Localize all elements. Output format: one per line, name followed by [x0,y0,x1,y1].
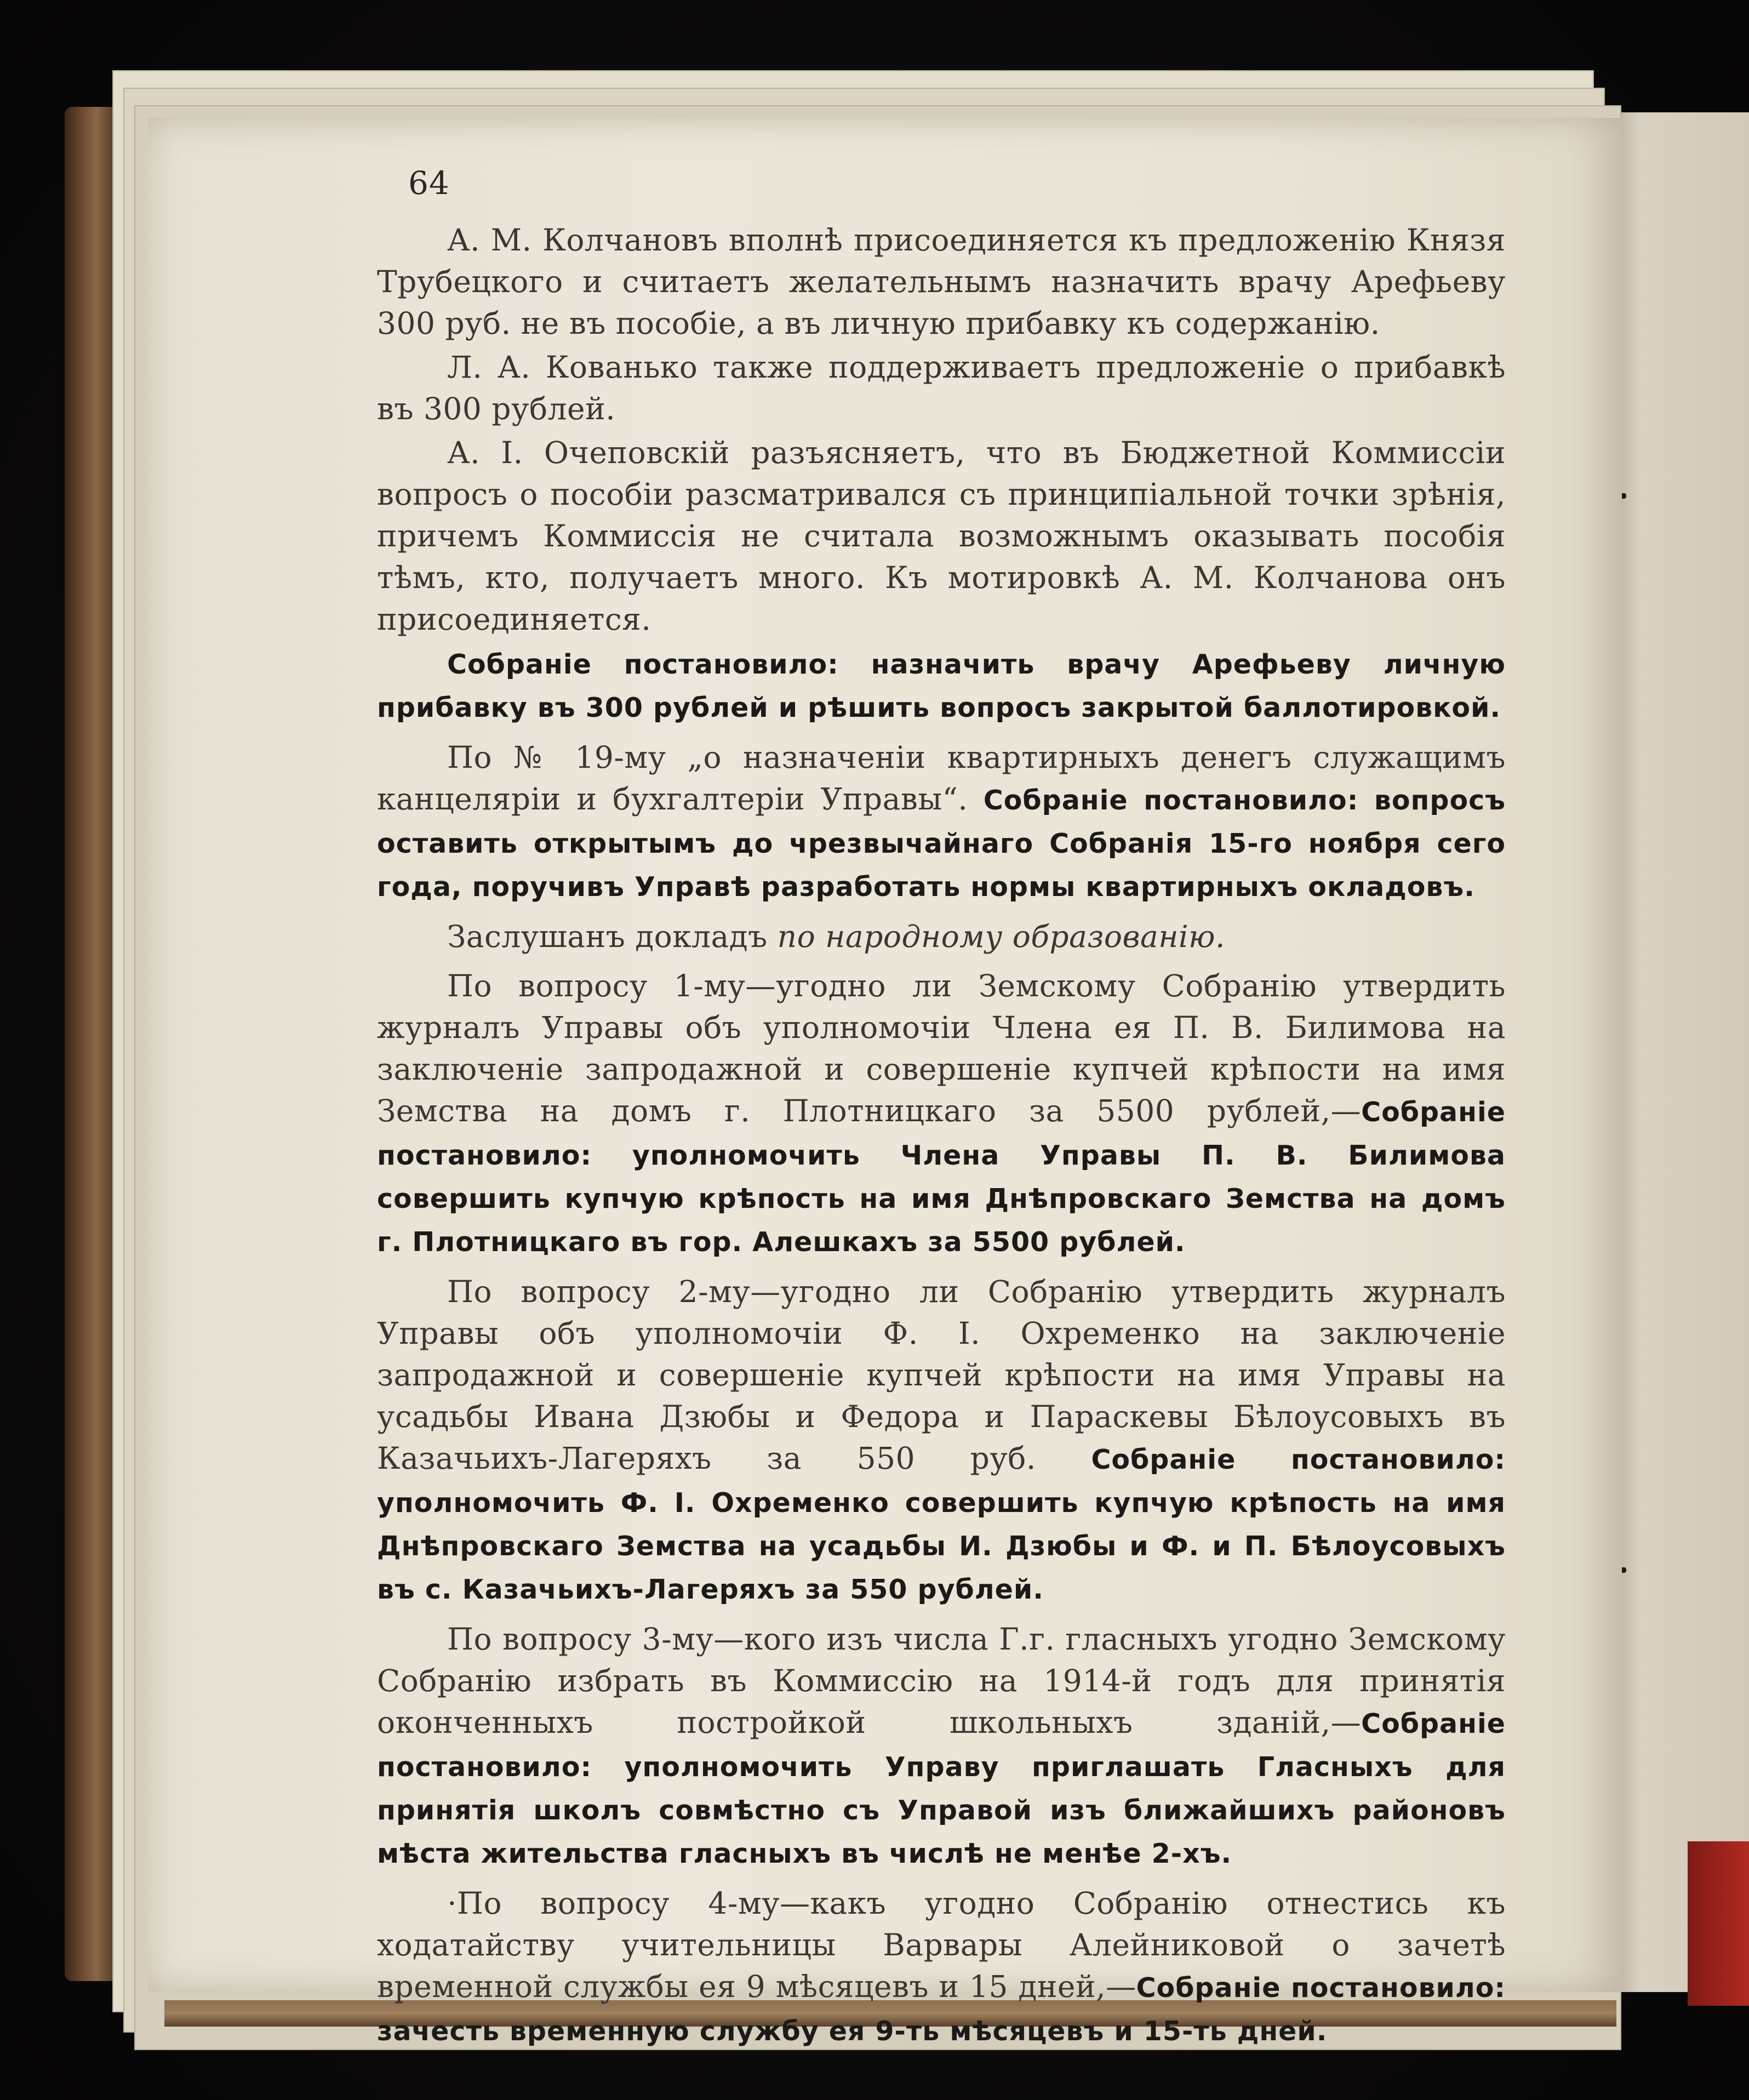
resolution-text: Собраніе постановило: назначить врачу Арефьеву личную прибавку въ 300 рублей и рѣшить вопросъ закрытой баллотировкой. [377,649,1506,723]
book-left-edge [65,107,117,1981]
resolution-text: Собраніе постановило: уполномочить Ф. І. Охременко совершить купчую крѣпость на имя Днѣпровскаго Земства на усадьбы И. Дзюбы и Ф. и П. Бѣлоусовыхъ въ с. Казачьихъ-Лагеряхъ за 550 рублей. [377,1444,1506,1605]
italic-text: по народному образованію. [777,919,1226,954]
paragraph-text: По вопросу 1-му—угодно ли Земскому Собранію утвердить журналъ Управы объ уполномочіи Члена ея П. В. Билимова на заключеніе запродажной и совершеніе купчей крѣпости на имя Земства на домъ г. Плотницкаго за 5500 рублей,— [377,968,1506,1128]
paragraph-text: По № 19-му „о назначеніи квартирныхъ денегъ служащимъ канцеляріи и бухгалтеріи Управы“. [377,740,1506,817]
paragraph-text: Заслушанъ докладъ [447,919,768,954]
page-body [377,219,1506,2055]
resolution-text: Собраніе постановило: зачесть временную службу ея 9-ть мѣсяцевъ и 15-ть дней. [377,1972,1506,2047]
paragraph-text: По вопросу 2-му—угодно ли Собранію утвердить журналъ Управы объ уполномочіи Ф. І. Охременко на заключеніе запродажной и совершеніе купчей крѣпости на имя Управы на усадьбы Ивана Дзюбы и Федора и Параскевы Бѣлоусовыхъ въ Казачьихъ-Лагеряхъ за 550 руб. [377,1274,1506,1476]
paragraph-question-4 [377,1882,1506,2052]
paragraph-text: А. М. Колчановъ вполнѣ присоединяется къ предложенію Князя Трубецкого и считаетъ желательнымъ назначить врачу Арефьеву 300 руб. не въ пособіе, а въ личную прибавку къ содержанію. [377,222,1506,341]
paragraph-question-2 [377,1271,1506,1611]
paragraph-item-19 [377,737,1506,908]
resolution-arefiev [377,642,1506,729]
paragraph-ochepovsky [377,432,1506,640]
resolution-text: Собраніе постановило: вопросъ оставить открытымъ до чрезвычайнаго Собранія 15-го ноября сего года, поручивъ Управѣ разработать нормы квартирныхъ окладовъ. [377,785,1506,903]
resolution-text: Собраніе постановило: уполномочить Управу приглашать Гласныхъ для принятія школъ совмѣстно съ Управой изъ ближайшихъ районовъ мѣста жительства гласныхъ въ числѣ не менѣе 2-хъ. [377,1708,1506,1869]
paragraph-kolchanov [377,219,1506,344]
paragraph-question-3 [377,1618,1506,1875]
paragraph-education-report [377,916,1506,957]
paragraph-text: Л. А. Кованько также поддерживаетъ предложеніе о прибавкѣ въ 300 рублей. [377,350,1506,426]
paragraph-kovanko [377,346,1506,430]
paragraph-text: ·По вопросу 4-му—какъ угодно Собранію отнестись къ ходатайству учительницы Варвары Алейниковой о зачетѣ временной службы ея 9 мѣсяцевъ и 15 дней,— [377,1886,1506,2004]
page-number: 64 [408,164,450,202]
red-cover-strip [1688,1841,1749,2006]
paragraph-text: По вопросу 3-му—кого изъ числа Г.г. гласныхъ угодно Земскому Собранію избрать въ Коммиссію на 1914-й годъ для принятія оконченныхъ постройкой школьныхъ зданій,— [377,1622,1506,1740]
paragraph-text: А. І. Очеповскій разъясняетъ, что въ Бюджетной Коммиссіи вопросъ о пособіи разсматривался съ принципіальной точки зрѣнія, причемъ Коммиссія не считала возможнымъ оказывать пособія тѣмъ, кто, получаетъ много. Къ мотировкѣ А. М. Колчанова онъ присоединяется. [377,435,1506,637]
facing-page-edge [1616,112,1749,1992]
paragraph-question-1 [377,965,1506,1263]
resolution-text: Собраніе постановило: уполномочить Члена Управы П. В. Билимова совершить купчую крѣпость на имя Днѣпровскаго Земства на домъ г. Плотницкаго въ гор. Алешкахъ за 5500 рублей. [377,1097,1506,1258]
